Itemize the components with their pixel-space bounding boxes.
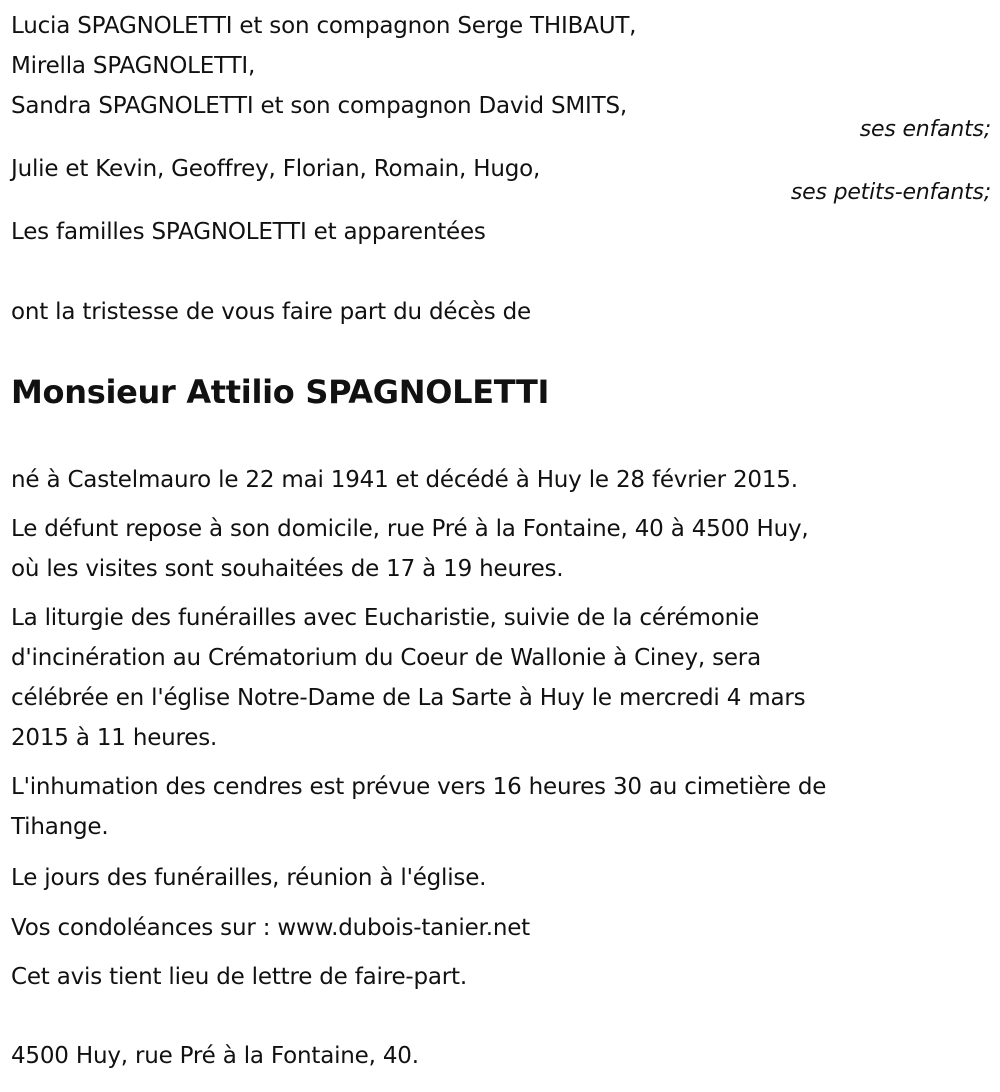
inhumation-paragraph [11, 767, 986, 847]
inhumation-line-2: Tihange. [11, 814, 109, 840]
liturgy-line-4: 2015 à 11 heures. [11, 725, 218, 751]
address-line: 4500 Huy, rue Pré à la Fontaine, 40. [11, 1043, 419, 1069]
repose-paragraph [11, 509, 986, 589]
liturgy-line-3: célébrée en l'église Notre-Dame de La Sarte à Huy le mercredi 4 mars [11, 685, 806, 711]
families-line: Les familles SPAGNOLETTI et apparentées [11, 219, 486, 245]
liturgy-line-1: La liturgie des funérailles avec Eucharistie, suivie de la cérémonie [11, 605, 760, 631]
meeting-line: Le jours des funérailles, réunion à l'église. [11, 865, 487, 891]
repose-line-1: Le défunt repose à son domicile, rue Pré à la Fontaine, 40 à 4500 Huy, [11, 516, 809, 542]
birth-death-line: né à Castelmauro le 22 mai 1941 et décédé à Huy le 28 février 2015. [11, 467, 798, 493]
child-line-3: Sandra SPAGNOLETTI et son compagnon David SMITS, [11, 93, 628, 119]
liturgy-line-2: d'incinération au Crématorium du Coeur de Wallonie à Ciney, sera [11, 645, 761, 671]
notice-line: Cet avis tient lieu de lettre de faire-part. [11, 964, 467, 990]
inhumation-line-1: L'inhumation des cendres est prévue vers 16 heures 30 au cimetière de [11, 774, 827, 800]
child-line-2: Mirella SPAGNOLETTI, [11, 53, 256, 79]
child-line-1: Lucia SPAGNOLETTI et son compagnon Serge THIBAUT, [11, 13, 637, 39]
grandchildren-line: Julie et Kevin, Geoffrey, Florian, Romain, Hugo, [11, 156, 541, 182]
grandchildren-label: ses petits-enfants; [790, 180, 991, 205]
condolences-link[interactable]: www.dubois-tanier.net [277, 915, 530, 941]
condolences-prefix: Vos condoléances sur : [11, 915, 278, 941]
condolences-line [11, 914, 530, 942]
liturgy-paragraph [11, 598, 986, 758]
deceased-name: Monsieur Attilio SPAGNOLETTI [11, 373, 550, 411]
repose-line-2: où les visites sont souhaitées de 17 à 19 heures. [11, 556, 564, 582]
announcement-line: ont la tristesse de vous faire part du décès de [11, 299, 531, 325]
children-label: ses enfants; [859, 117, 991, 142]
